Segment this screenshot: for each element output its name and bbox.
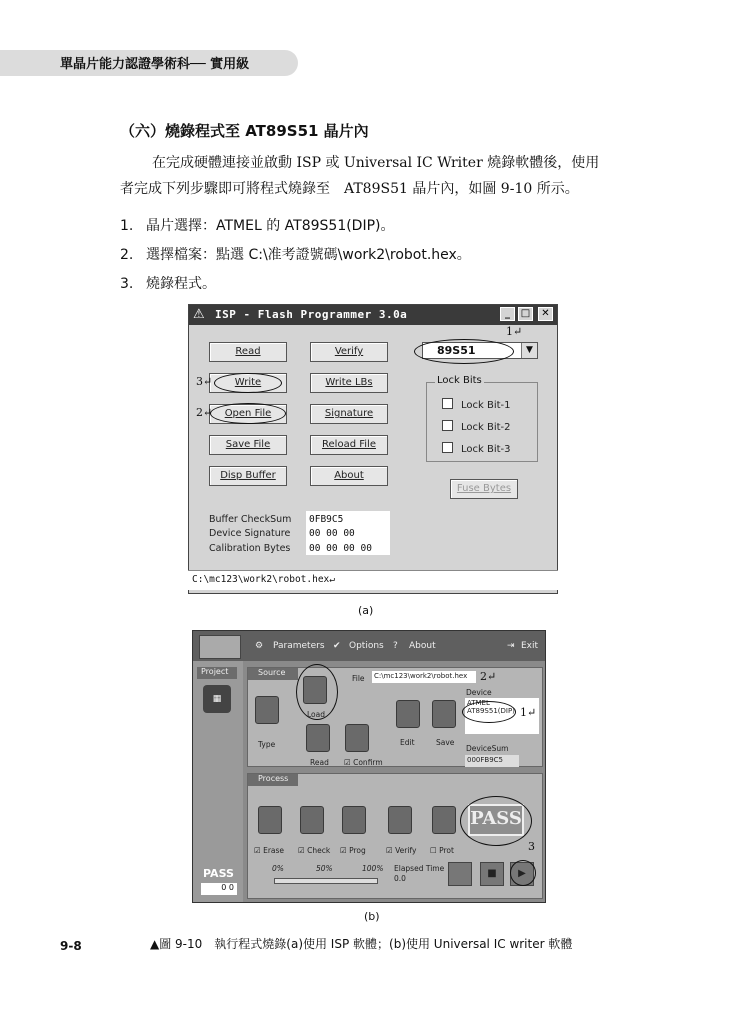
type-icon[interactable] <box>255 696 279 724</box>
protect-icon[interactable] <box>432 806 456 834</box>
chevron-down-icon[interactable]: ▼ <box>521 343 537 358</box>
checkbox-label: Lock Bit-1 <box>461 400 511 411</box>
checksum-value: 0FB9C5 <box>309 514 344 525</box>
prog-checkbox[interactable]: ☑ Prog <box>340 846 366 855</box>
start-icon[interactable]: ▶ <box>510 862 534 886</box>
step-number: 1. <box>120 218 134 234</box>
menu-parameters[interactable]: Parameters <box>273 641 325 651</box>
process-label: Check <box>307 846 331 855</box>
edit-icon[interactable] <box>396 700 420 728</box>
lock-bit-checkbox[interactable] <box>442 442 511 455</box>
fuse-bytes-button[interactable]: Fuse Bytes <box>450 479 518 499</box>
annotation-number: 2↵ <box>480 670 497 683</box>
exit-icon: ⇥ <box>507 641 515 651</box>
source-label: Source <box>248 668 298 680</box>
confirm-checkbox[interactable]: ☑ Confirm <box>344 758 383 767</box>
calibration-label: Calibration Bytes <box>209 543 291 554</box>
verify-button[interactable]: Verify <box>310 342 388 362</box>
annotation-number: 2↵ <box>196 406 213 419</box>
step-item <box>120 245 471 265</box>
process-label: Prot <box>439 846 454 855</box>
devicesum-label: DeviceSum <box>466 744 509 753</box>
check-icon: ✔ <box>333 641 341 651</box>
annotation-number: 1↵ <box>520 706 537 719</box>
load-label: Load <box>307 710 325 719</box>
page-number: 9-8 <box>60 939 82 953</box>
calibration-value: 00 00 00 00 <box>309 543 372 554</box>
menu-exit[interactable]: Exit <box>521 641 539 651</box>
annotation-number: 1↵ <box>506 325 523 338</box>
maximize-button[interactable]: □ <box>518 307 533 321</box>
progress-0: 0% <box>272 864 284 873</box>
progress-100: 100% <box>362 864 384 873</box>
progress-bar <box>274 878 378 884</box>
menu-options[interactable]: Options <box>349 641 384 651</box>
menu-about[interactable]: About <box>409 641 436 651</box>
help-icon: ? <box>393 641 398 651</box>
uw-sidebar <box>193 661 243 902</box>
prog-icon[interactable] <box>342 806 366 834</box>
annotation-oval <box>296 664 338 720</box>
project-label: Project <box>197 667 237 679</box>
annotation-oval <box>214 373 282 393</box>
annotation-oval <box>462 701 516 723</box>
checkbox-box[interactable] <box>442 442 453 453</box>
device-value: 89S51 <box>437 344 476 357</box>
check-checkbox[interactable]: ☑ Check <box>298 846 331 855</box>
elapsed-label: Elapsed Time <box>394 864 445 873</box>
save-file-button[interactable]: Save File <box>209 435 287 455</box>
devicesum-field: 000FB9C5 <box>465 755 519 767</box>
device-vendor: ATMEL <box>467 699 490 707</box>
disp-buffer-button[interactable]: Disp Buffer <box>209 466 287 486</box>
signature-label: Device Signature <box>209 528 291 539</box>
lock-bit-checkbox[interactable] <box>442 398 511 411</box>
isp-titlebar <box>189 305 557 325</box>
gear-icon: ⚙ <box>255 641 264 651</box>
reload-file-button[interactable]: Reload File <box>310 435 388 455</box>
step-text: 燒錄程式。 <box>146 276 216 292</box>
checkbox-box[interactable] <box>442 398 453 409</box>
type-label: Type <box>258 740 276 749</box>
confirm-label: Confirm <box>353 758 383 767</box>
annotation-oval <box>510 860 536 886</box>
process-label: Prog <box>349 846 366 855</box>
save-icon[interactable] <box>432 700 456 728</box>
annotation-number: 3↵ <box>196 375 213 388</box>
annotation-oval <box>210 403 286 424</box>
device-label: Device <box>466 688 492 697</box>
step-number: 2. <box>120 247 134 263</box>
uw-toolbar <box>193 631 545 661</box>
pass-status: PASS <box>203 867 234 880</box>
checkbox-box[interactable] <box>442 420 453 431</box>
status-bar: C:\mc123\work2\robot.hex↵ <box>188 570 558 590</box>
checkbox-label: Lock Bit-3 <box>461 444 511 455</box>
annotation-oval <box>460 796 532 846</box>
lock-bits-label: Lock Bits <box>437 375 482 386</box>
subfigure-caption: (a) <box>358 604 374 617</box>
write-button[interactable]: Write <box>209 373 287 393</box>
step-text: 晶片選擇：ATMEL 的 AT89S51(DIP)。 <box>146 218 395 234</box>
checksum-label: Buffer CheckSum <box>209 514 292 525</box>
paragraph-line: 者完成下列步驟即可將程式燒錄至 AT89S51 晶片內，如圖 9-10 所示。 <box>120 181 579 197</box>
uw-logo-icon <box>199 635 241 659</box>
progress-50: 50% <box>316 864 333 873</box>
project-icon[interactable]: ▦ <box>203 685 231 713</box>
subfigure-caption: (b) <box>364 910 380 923</box>
read-icon[interactable] <box>306 724 330 752</box>
about-button[interactable]: About <box>310 466 388 486</box>
checkbox-label: Lock Bit-2 <box>461 422 511 433</box>
minimize-button[interactable]: _ <box>500 307 515 321</box>
stop-icon[interactable] <box>448 862 472 886</box>
pause-icon[interactable]: ■ <box>480 862 504 886</box>
lock-bit-checkbox[interactable] <box>442 420 511 433</box>
check-icon[interactable] <box>300 806 324 834</box>
process-label: Erase <box>263 846 285 855</box>
step-number: 3. <box>120 276 134 292</box>
write-lbs-button[interactable]: Write LBs <box>310 373 388 393</box>
section-title: （六）燒錄程式至 AT89S51 晶片內 <box>120 122 369 140</box>
read-button[interactable]: Read <box>209 342 287 362</box>
open-file-button[interactable]: Open File <box>209 404 287 424</box>
close-button[interactable]: ✕ <box>538 307 553 321</box>
running-header: 單晶片能力認證學術科── 實用級 <box>60 57 250 72</box>
process-label: Verify <box>395 846 417 855</box>
elapsed-value: 0.0 <box>394 874 406 883</box>
process-label: Process <box>248 774 298 786</box>
erase-icon[interactable] <box>258 806 282 834</box>
annotation-number: 3 <box>528 840 535 853</box>
verify-icon[interactable] <box>388 806 412 834</box>
read-label: Read <box>310 758 329 767</box>
signature-value: 00 00 00 <box>309 528 355 539</box>
step-text: 選擇檔案：點選 C:\准考證號碼\work2\robot.hex。 <box>146 247 471 263</box>
file-label: File <box>352 674 365 683</box>
figure-caption: ▲圖 9-10 執行程式燒錄(a)使用 ISP 軟體；(b)使用 Universal IC writer 軟體 <box>150 937 573 951</box>
app-icon: ⚠ <box>193 307 205 322</box>
file-field[interactable]: C:\mc123\work2\robot.hex <box>372 671 476 683</box>
signature-button[interactable]: Signature <box>310 404 388 424</box>
confirm-icon[interactable] <box>345 724 369 752</box>
edit-label: Edit <box>400 738 415 747</box>
prot-checkbox[interactable]: ☐ Prot <box>430 846 454 855</box>
paragraph-line: 在完成硬體連接並啟動 ISP 或 Universal IC Writer 燒錄軟體後，使用 <box>152 155 600 171</box>
step-item <box>120 274 216 294</box>
pass-counter: 0 0 <box>201 883 237 895</box>
device-part: AT89S51(DIP) <box>467 707 515 715</box>
verify-checkbox[interactable]: ☑ Verify <box>386 846 417 855</box>
erase-checkbox[interactable]: ☑ Erase <box>254 846 285 855</box>
window-title: ISP - Flash Programmer 3.0a <box>215 308 408 321</box>
save-label: Save <box>436 738 455 747</box>
step-item <box>120 216 395 236</box>
annotation-oval <box>414 339 514 364</box>
pass-badge: PASS <box>468 804 524 836</box>
